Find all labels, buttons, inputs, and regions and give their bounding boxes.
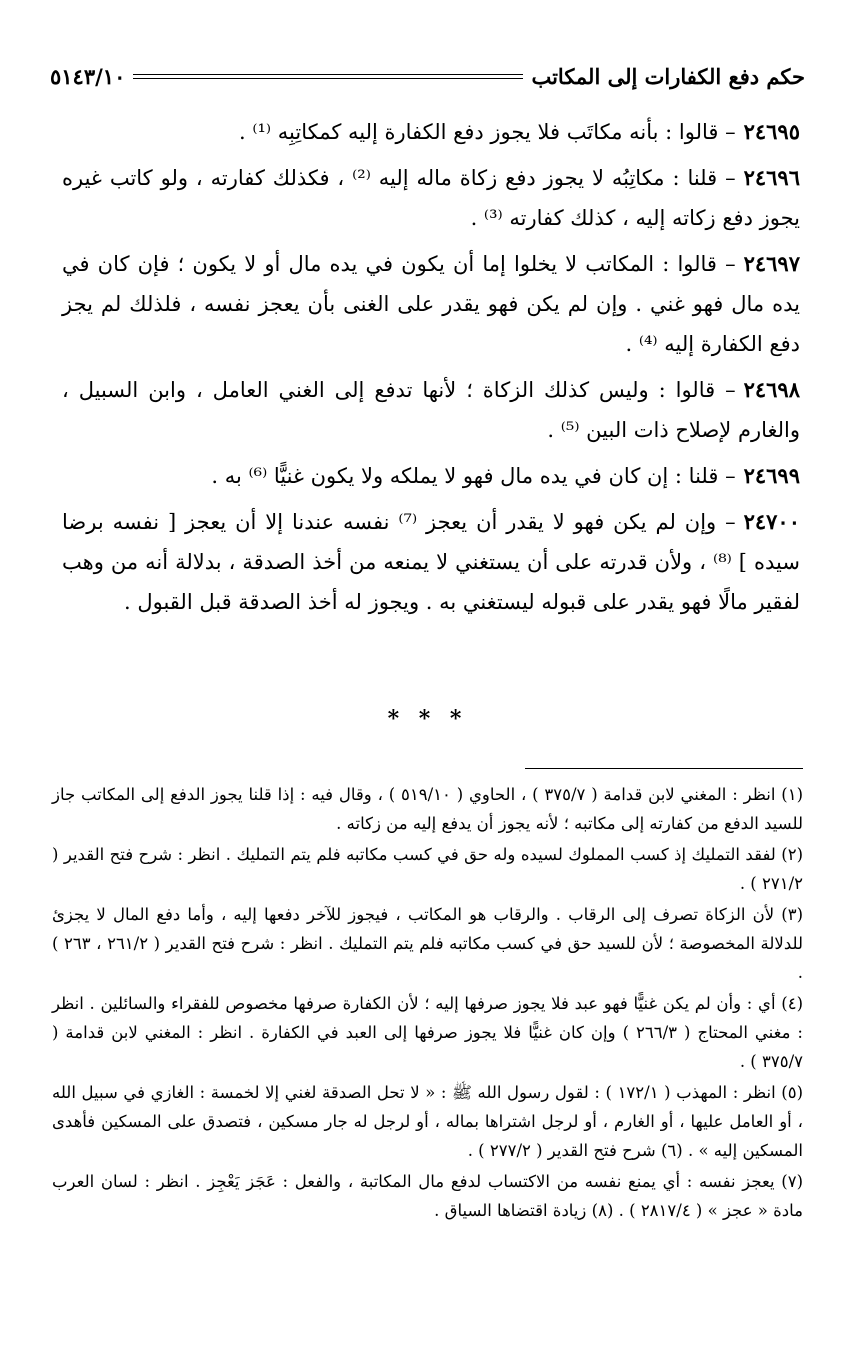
paragraph-text: – قلنا : مكاتِبُه لا يجوز دفع زكاة ماله إليه ⁽²⁾ ، فكذلك كفارته ، ولو كاتب غيره يجوز دفع زكاته إليه ، كذلك كفارته ⁽³⁾ . [62,166,800,230]
paragraph-text: – وإن لم يكن فهو لا يقدر أن يعجز ⁽⁷⁾ نفسه عندنا إلا أن يعجز [ نفسه برضا سيده ] ⁽⁸⁾ ، ولأن قدرته على أن يستغني لا يمنعه من أخذ الصدقة ، بدلالة أنه من وهب لفقير مالًا فهو يقدر على قبوله ليستغني به . ويجوز له أخذ الصدقة قبل القبول . [62,510,800,614]
issue-number: ٢٤٦٩٩ [743,463,800,488]
footnotes [52,780,803,1227]
running-title: حكم دفع الكفارات إلى المكاتب [531,63,805,89]
footnote-8: (٨) زيادة اقتضاها السياق . [434,1201,614,1220]
paragraph [62,370,800,450]
page-reference: ٥١٤٣/١٠ [50,63,126,89]
footnote-rule [525,768,803,769]
header-rule [133,74,523,79]
footnote-5: (٥) انظر : المهذب ( ١٧٢/١ ) : لقول رسول الله ﷺ : « لا تحل الصدقة لغني إلا لخمسة : الغازي في سبيل الله ، أو العامل عليها ، أو الغارم ، أو لرجل اشتراها بماله ، أو لرجل له جار مسكين ، فتصدق على المسكين فأهدى المسكين إليه » . [52,1083,803,1160]
footnote: (٤) أي : وأن لم يكن غنيًّا فهو عبد فلا يجوز صرفها إليه ؛ لأن الكفارة صرفها مخصوص للفقراء والسائلين . انظر : مغني المحتاج ( ٢٦٦/٣ ) وإن كان غنيًّا فلا يجوز صرفها إلى العبد في الكفارة . انظر : المغني لابن قدامة ( ٣٧٥/٧ ) . [52,994,803,1071]
paragraph-text: – قلنا : إن كان في يده مال فهو لا يملكه ولا يكون غنيًّا ⁽⁶⁾ به . [211,464,736,488]
paragraph [62,502,800,622]
footnote [52,1167,803,1225]
footnote: (١) انظر : المغني لابن قدامة ( ٣٧٥/٧ ) ، الحاوي ( ٥١٩/١٠ ) ، وقال فيه : إذا قلنا يجوز الدفع إلى المكاتب جاز للسيد الدفع من كفارته إلى مكاتبه ؛ لأنه يجوز أن يدفع إليه من زكاته . [52,785,803,833]
section-separator: * * * [387,706,468,732]
paragraph [62,456,800,496]
issue-number: ٢٤٦٩٧ [743,251,800,276]
footnote: (٣) لأن الزكاة تصرف إلى الرقاب . والرقاب هو المكاتب ، فيجوز للآخر دفعها إليه ، وأما دفع المال لا يجزئ للدلالة المخصوصة ؛ لأن للسيد حق في كسب مكاتبه فلم يتم التمليك . انظر : شرح فتح القدير ( ٢٦١/٢ ، ٢٦٣ ) . [52,905,803,982]
paragraph [62,112,800,152]
paragraph-text: – قالوا : المكاتب لا يخلوا إما أن يكون في يده مال أو لا يكون ؛ فإن كان في يده مال فهو غني . وإن لم يكن فهو يقدر على الغنى بأن يعجز نفسه ، فلذلك لم يجز دفع الكفارة إليه ⁽⁴⁾ . [62,252,800,356]
main-text [62,112,800,628]
paragraph-text: – قالوا : وليس كذلك الزكاة ؛ لأنها تدفع إلى الغني العامل ، وابن السبيل ، والغارم لإصلاح ذات البين ⁽⁵⁾ . [62,378,800,442]
paragraph [62,244,800,364]
issue-number: ٢٤٦٩٨ [743,377,800,402]
footnote [52,1078,803,1165]
paragraph [62,158,800,238]
paragraph-text: – قالوا : بأنه مكاتَب فلا يجوز دفع الكفارة إليه كمكاتِبِه ⁽¹⁾ . [238,120,736,144]
footnote-7: (٧) يعجز نفسه : أي يمنع نفسه من الاكتساب لدفع مال المكاتبة ، والفعل : عَجَز يَعْجِز . انظر : لسان العرب مادة « عجز » ( ٢٨١٧/٤ ) . [52,1172,803,1220]
issue-number: ٢٤٧٠٠ [743,509,800,534]
footnote: (٢) لفقد التمليك إذ كسب المملوك لسيده وله حق في كسب مكاتبه فلم يتم التمليك . انظر : شرح فتح القدير ( ٢٧١/٢ ) . [52,845,803,893]
footnote-6: (٦) شرح فتح القدير ( ٢٧٧/٢ ) . [467,1141,683,1160]
issue-number: ٢٤٦٩٥ [743,119,800,144]
page-header [50,56,805,96]
issue-number: ٢٤٦٩٦ [743,165,800,190]
